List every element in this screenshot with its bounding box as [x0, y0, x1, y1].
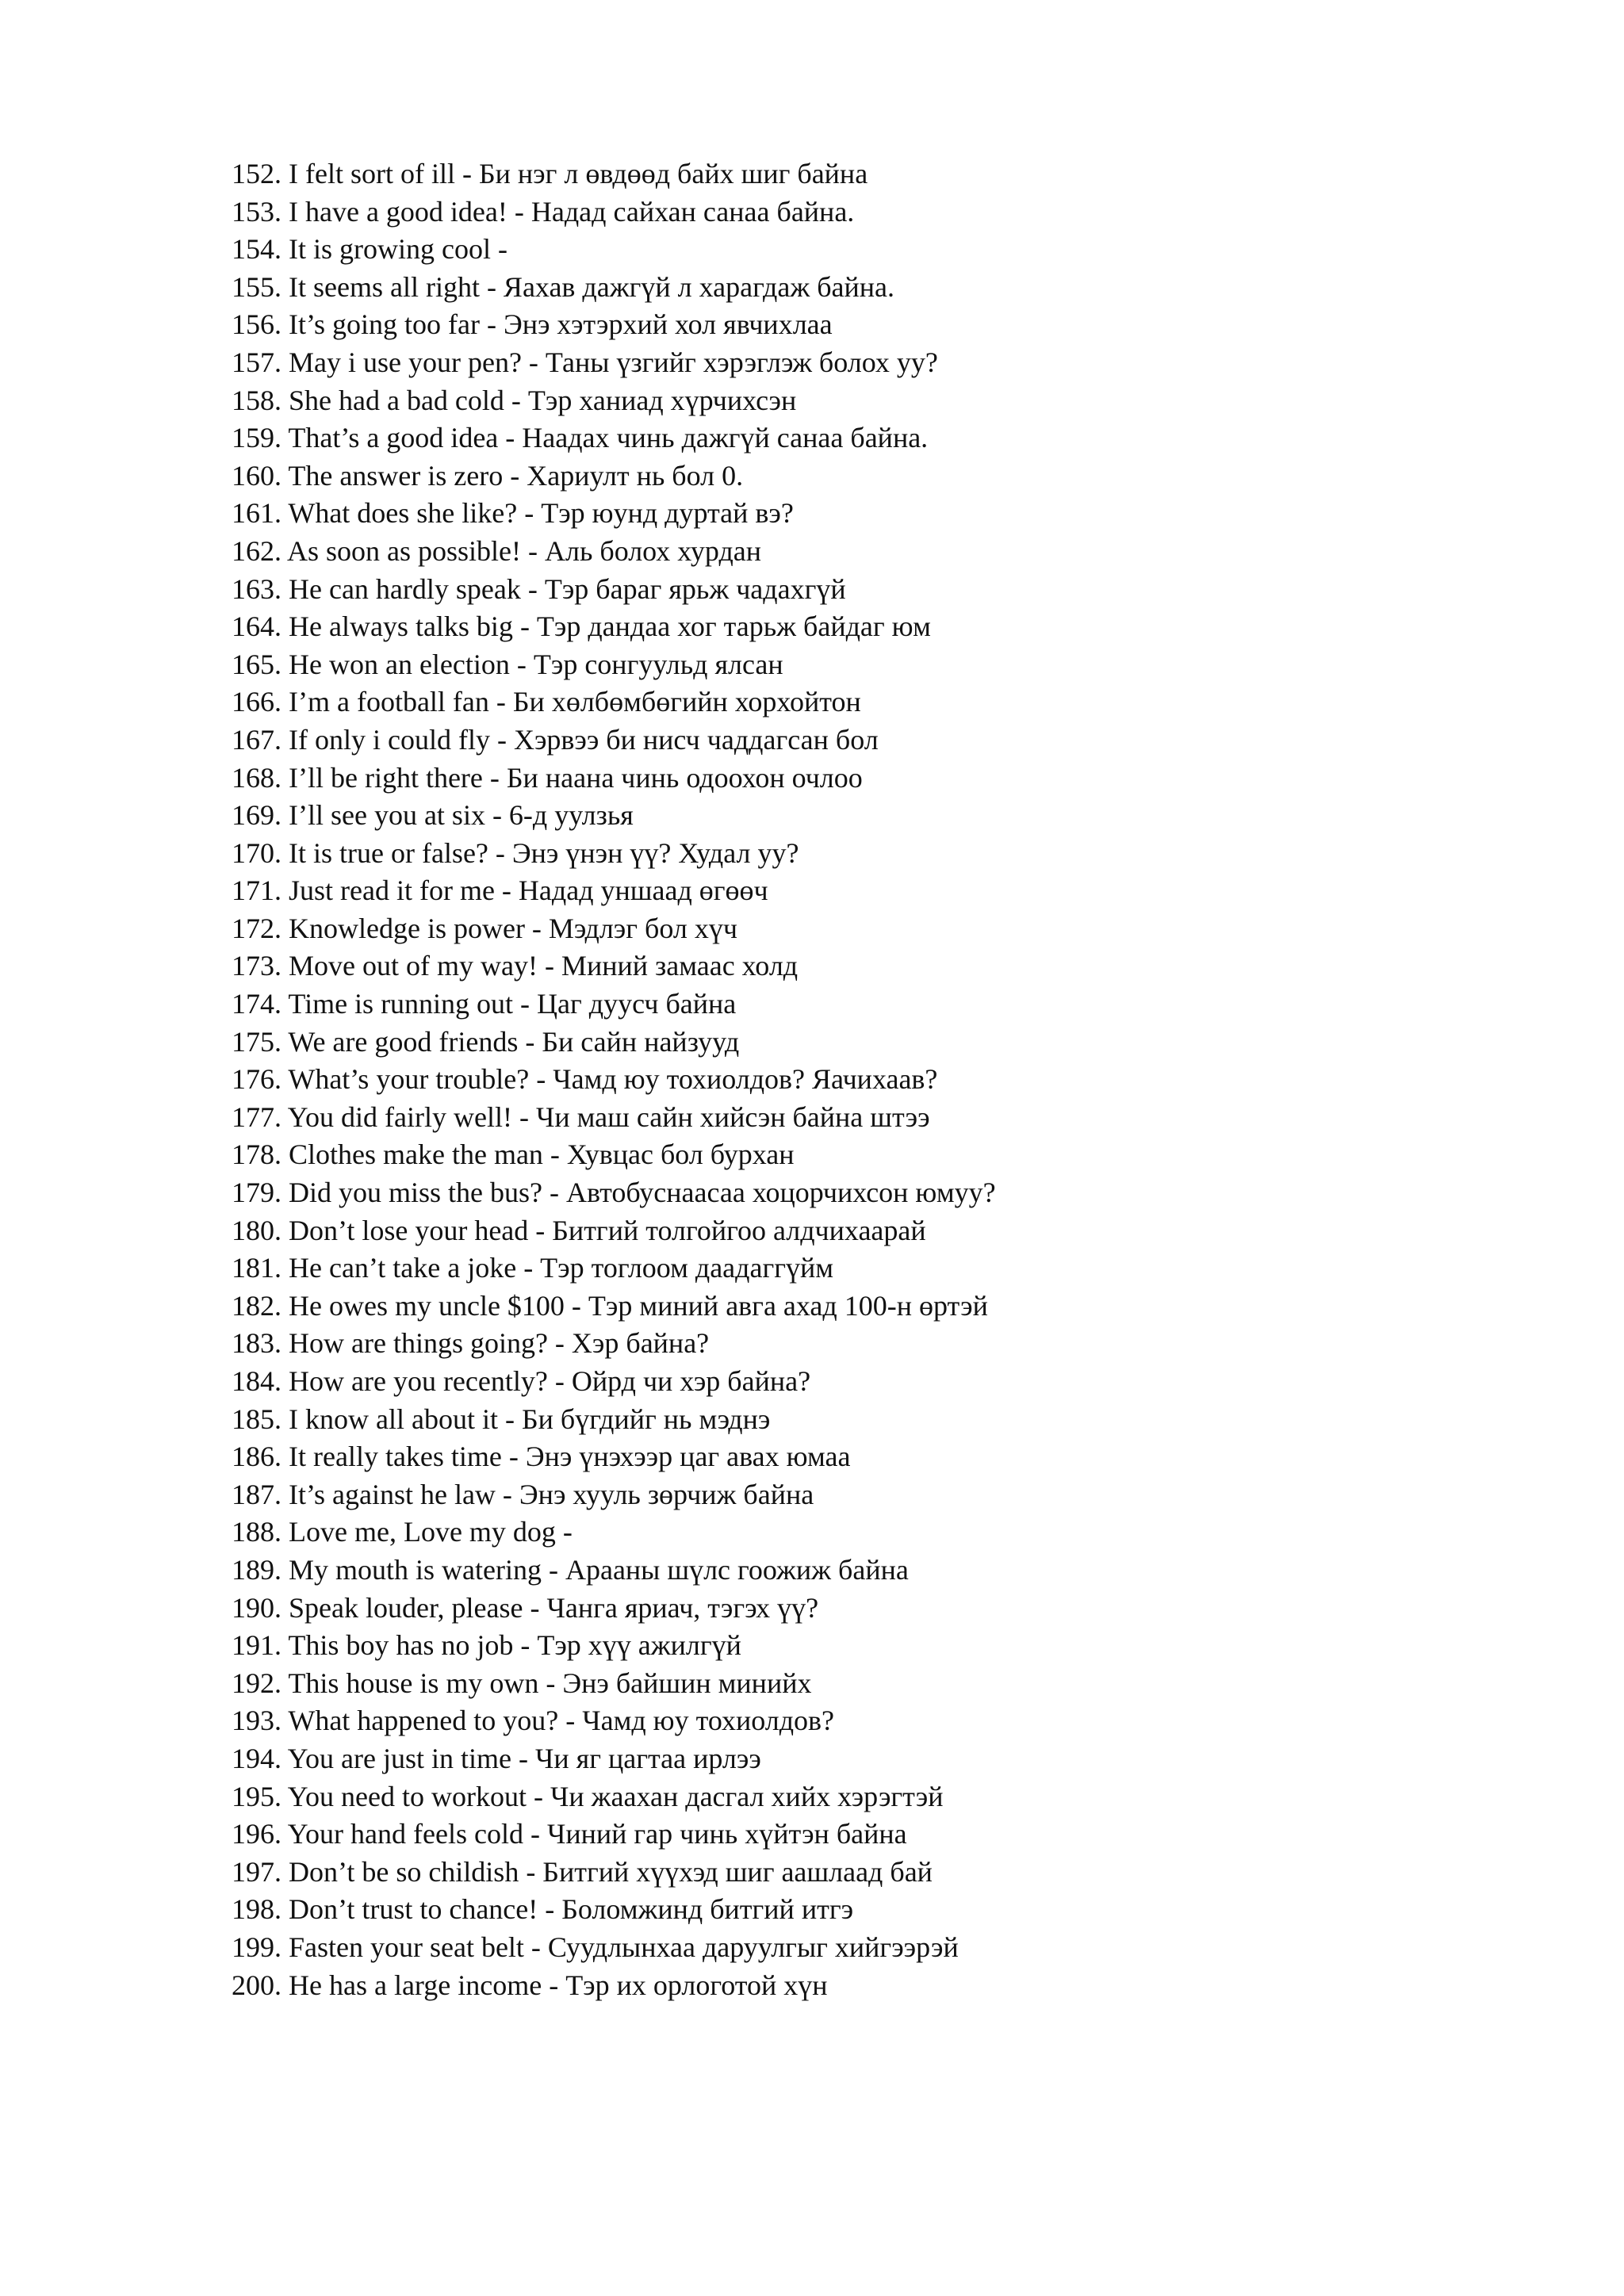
phrase-line: 177. You did fairly well! - Чи маш сайн хийсэн байна штээ — [232, 1100, 930, 1133]
phrase-line: 176. What’s your trouble? - Чамд юу тохиолдов? Яачихаав? — [232, 1063, 938, 1096]
phrase-line: 179. Did you miss the bus? - Автобуснаасаа хоцорчихсон юмуу? — [232, 1177, 996, 1209]
phrase-line: 191. This boy has no job - Тэр хүү ажилгүй — [232, 1629, 741, 1662]
phrase-line: 162. As soon as possible! - Аль болох хурдан — [232, 534, 762, 567]
phrase-line: 163. He can hardly speak - Тэр бараг ярьж чадахгүй — [232, 572, 846, 605]
phrase-line: 152. I felt sort of ill - Би нэг л өвдөөд байх шиг байна — [232, 158, 868, 189]
phrase-line: 160. The answer is zero - Хариулт нь бол 0. — [232, 459, 744, 492]
phrase-line: 164. He always talks big - Тэр дандаа хог тарьж байдаг юм — [232, 610, 931, 643]
phrase-line: 171. Just read it for me - Надад уншаад өгөөч — [232, 874, 768, 907]
phrase-line: 158. She had a bad cold - Тэр ханиад хүрчихсэн — [232, 384, 797, 416]
phrase-line: 159. That’s a good idea - Наадах чинь дажгүй санаа байна. — [232, 422, 929, 454]
phrase-line: 188. Love me, Love my dog - — [232, 1516, 573, 1548]
phrase-line: 178. Clothes make the man - Хувцас бол бурхан — [232, 1138, 795, 1171]
phrase-line: 182. He owes my uncle $100 - Тэр миний авга ахад 100-н өртэй — [232, 1289, 988, 1322]
phrase-line: 189. My mouth is watering - Арааны шүлс гоожиж байна — [232, 1553, 909, 1586]
phrase-line: 155. It seems all right - Яахав дажгүй л харагдаж байна. — [232, 270, 895, 303]
phrase-line: 180. Don’t lose your head - Битгий толгойгоо алдчихаарай — [232, 1214, 926, 1246]
phrase-line: 187. It’s against he law - Энэ хууль зөрчиж байна — [232, 1478, 814, 1510]
phrase-line: 197. Don’t be so childish - Битгий хүүхэд шиг аашлаад бай — [232, 1855, 933, 1888]
phrase-line: 192. This house is my own - Энэ байшин минийх — [232, 1667, 812, 1699]
phrase-line: 169. I’ll see you at six - 6-д уулзья — [232, 799, 634, 832]
phrase-line: 196. Your hand feels cold - Чиний гар чинь хүйтэн байна — [232, 1818, 907, 1850]
phrase-line: 174. Time is running out - Цаг дуусч байна — [232, 988, 737, 1020]
phrase-line: 170. It is true or false? - Энэ үнэн үү? Худал уу? — [232, 836, 799, 869]
phrase-line: 194. You are just in time - Чи яг цагтаа ирлээ — [232, 1742, 761, 1774]
phrase-line: 157. May i use your pen? - Таны үзгийг хэрэглэж болох уу? — [232, 346, 938, 378]
phrase-line: 173. Move out of my way! - Миний замаас холд — [232, 950, 799, 982]
phrase-line: 153. I have a good idea! - Надад сайхан санаа байна. — [232, 195, 855, 228]
phrase-line: 198. Don’t trust to chance! - Боломжинд битгий итгэ — [232, 1893, 854, 1926]
phrase-line: 185. I know all about it - Би бүгдийг нь мэднэ — [232, 1402, 771, 1435]
phrase-line: 175. We are good friends - Би сайн найзууд — [232, 1025, 740, 1058]
phrase-line: 199. Fasten your seat belt - Суудлынхаа даруулгыг хийгээрэй — [232, 1931, 959, 1963]
phrase-line: 165. He won an election - Тэр сонгуульд ялсан — [232, 648, 783, 680]
phrase-line: 195. You need to workout - Чи жаахан дасгал хийх хэрэгтэй — [232, 1780, 944, 1812]
phrase-line: 167. If only i could fly - Хэрвээ би нисч чаддагсан бол — [232, 723, 879, 756]
phrase-line: 181. He can’t take a joke - Тэр тоглоом даадаггүйм — [232, 1252, 834, 1284]
phrase-line: 183. How are things going? - Хэр байна? — [232, 1327, 710, 1360]
phrase-list — [232, 155, 996, 2004]
phrase-line: 161. What does she like? - Тэр юунд дуртай вэ? — [232, 497, 794, 530]
phrase-line: 156. It’s going too far - Энэ хэтэрхий хол явчихлаа — [232, 308, 833, 341]
phrase-line: 184. How are you recently? - Ойрд чи хэр байна? — [232, 1365, 811, 1397]
phrase-line: 166. I’m a football fan - Би хөлбөмбөгийн хорхойтон — [232, 686, 861, 718]
phrase-line: 190. Speak louder, please - Чанга яриач, тэгэх үү? — [232, 1591, 819, 1624]
phrase-line: 200. He has a large income - Тэр их орлоготой хүн — [232, 1969, 828, 2001]
phrase-line: 154. It is growing cool - — [232, 233, 508, 266]
phrase-line: 172. Knowledge is power - Мэдлэг бол хүч — [232, 912, 737, 944]
phrase-line: 186. It really takes time - Энэ үнэхээр цаг авах юмаа — [232, 1441, 851, 1473]
phrase-line: 193. What happened to you? - Чамд юу тохиолдов? — [232, 1705, 834, 1737]
phrase-line: 168. I’ll be right there - Би наана чинь одоохон очлоо — [232, 761, 863, 794]
